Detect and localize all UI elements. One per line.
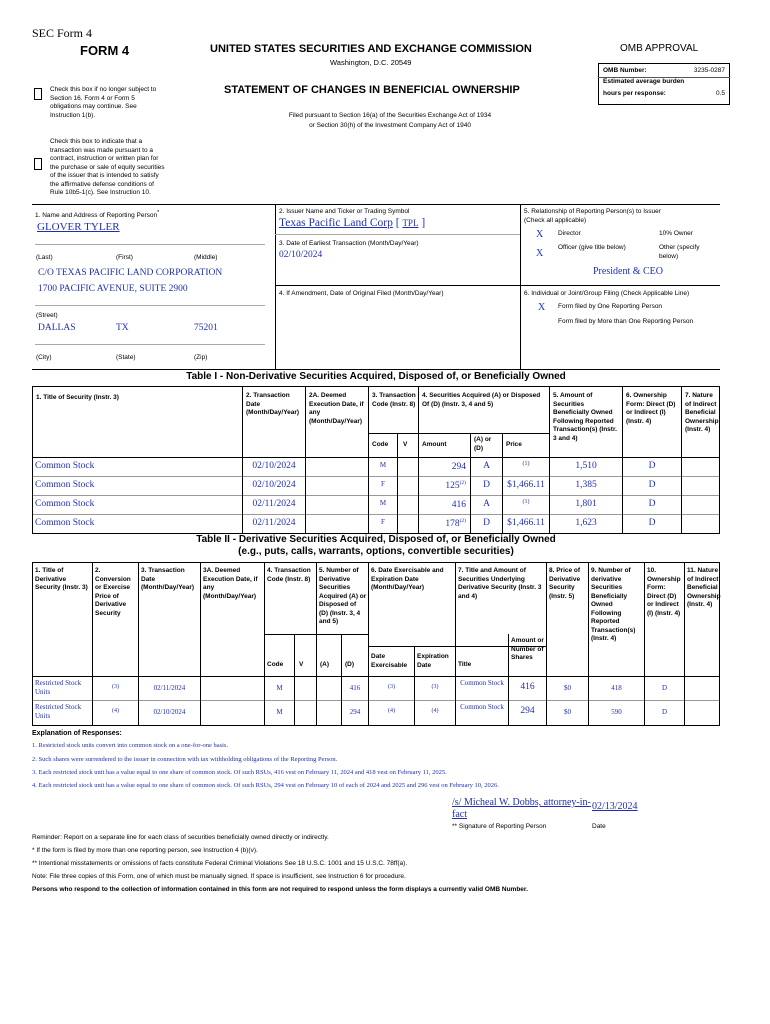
t1-row-title: Common Stock [35, 518, 95, 528]
t2-amount-shares: Amount or Number of Shares [511, 637, 544, 661]
t1-row-code: F [381, 518, 385, 526]
t1-h2: 2. Transaction Date (Month/Day/Year) [246, 392, 300, 416]
t2-h3: 3. Transaction Date (Month/Day/Year) [141, 567, 195, 591]
t1-row-price: $1,466.11 [507, 480, 545, 490]
signature-date-label: Date [592, 823, 606, 830]
filed-line-2: or Section 30(h) of the Investment Company Act of 1940 [309, 122, 471, 129]
t1-row-amount: 294 [451, 462, 466, 473]
t1-row-aord: D [483, 480, 490, 490]
t2-row-underlying-amount: 294 [520, 706, 535, 716]
t1-row-form: D [648, 499, 656, 509]
issuer-ticker: TPL [402, 218, 419, 228]
t1-v: V [403, 441, 408, 448]
t2-a: (A) [320, 661, 330, 668]
t2-h5: 5. Number of Derivative Securities Acquired (A) or Disposed of (D) (Instr. 3, 4 and 5) [319, 567, 367, 625]
middle-label: (Middle) [194, 254, 218, 261]
t1-row-amount: 125$^{(2)}$ [445, 480, 466, 492]
t2-h8: 8. Price of Derivative Security (Instr. 5) [549, 567, 581, 600]
t1-row-owned: 1,623 [575, 518, 597, 528]
section16-checkbox[interactable] [34, 88, 42, 100]
t2-code: Code [267, 661, 284, 668]
t2-h10: 10. Ownership Form: Direct (D) or Indirect (I) (Instr. 4) [647, 567, 681, 617]
t2-row-expiration: (3) [431, 684, 439, 690]
t2-row-underlying-amount: 416 [520, 682, 535, 692]
earliest-date: 02/10/2024 [279, 250, 323, 260]
t1-row-amount: 416 [451, 500, 466, 511]
t1-h1: 1. Title of Security (Instr. 3) [36, 394, 119, 401]
t2-row-underlying-title: Common Stock [460, 703, 504, 711]
earliest-date-label: 3. Date of Earliest Transaction (Month/Day/Year) [279, 240, 419, 247]
footer-reminder: Reminder: Report on a separate line for each class of securities beneficially owned directly or indirectly. [32, 834, 329, 841]
t2-row-owned: 418 [611, 684, 622, 692]
t1-h4: 4. Securities Acquired (A) or Disposed Of (D) (Instr. 3, 4 and 5) [422, 392, 541, 408]
t1-h3: 3. Transaction Code (Instr. 8) [372, 392, 416, 408]
more-person-label: Form filed by More than One Reporting Person [558, 318, 694, 325]
t2-row-owned: 590 [611, 708, 622, 716]
issuer-name: Texas Pacific Land Corp [279, 217, 393, 229]
reporting-person-name: GLOVER TYLER [37, 221, 120, 233]
t1-row-owned: 1,510 [575, 461, 597, 471]
officer-title: President & CEO [593, 266, 663, 277]
table2-title-1: Table II - Derivative Securities Acquired, Disposed of, or Beneficially Owned [196, 534, 556, 545]
zip-label: (Zip) [194, 354, 208, 361]
commission-title: UNITED STATES SECURITIES AND EXCHANGE COMMISSION [210, 43, 532, 55]
one-person-label: Form filed by One Reporting Person [558, 303, 663, 310]
t1-row-owned: 1,801 [575, 499, 597, 509]
t2-row-conv: (3) [112, 684, 119, 690]
city-label: (City) [36, 354, 52, 361]
director-label: Director [558, 230, 581, 237]
t2-h9: 9. Number of derivative Securities Beneficially Owned Following Reported Transaction(s) (Instr. 4) [591, 567, 636, 642]
explanation-note-1: 1. Restricted stock units convert into common stock on a one-for-one basis. [32, 742, 229, 749]
state-value: TX [116, 323, 129, 333]
t2-row-code: M [276, 708, 283, 716]
t1-row-title: Common Stock [35, 480, 95, 490]
t2-exp: Expiration Date [417, 653, 449, 669]
omb-number-value: 3235-0287 [693, 67, 725, 74]
last-label: (Last) [36, 254, 53, 261]
explanation-note-4: 4. Each restricted stock unit has a value equal to one share of common stock. Of such RSUs, 294 vest on February 10 of each of 2024 and 2025 and 296 vest on February 10, 2026. [32, 782, 499, 789]
t2-h1: 1. Title of Derivative Security (Instr. 3) [35, 567, 88, 591]
t1-row-date: 02/11/2024 [252, 518, 296, 528]
t1-row-aord: A [483, 499, 490, 509]
t2-row-d: 294 [349, 708, 361, 716]
t1-row-form: D [648, 461, 656, 471]
t2-row-underlying-title: Common Stock [460, 679, 504, 687]
table1-title: Table I - Non-Derivative Securities Acquired, Disposed of, or Beneficially Owned [186, 371, 566, 382]
zip-value: 75201 [194, 323, 218, 333]
director-x[interactable]: X [536, 229, 544, 240]
relationship-label: 5. Relationship of Reporting Person(s) to Issuer [524, 208, 661, 215]
street-label: (Street) [36, 312, 58, 319]
footer-misstatements: ** Intentional misstatements or omissions of facts constitute Federal Criminal Violations See 18 U.S.C. 1001 and 15 U.S.C. 78ff(a). [32, 860, 408, 867]
t1-row-form: D [648, 480, 656, 490]
one-person-x[interactable]: X [538, 302, 546, 313]
t2-row-exercisable: (3) [388, 684, 395, 690]
address-line-2: 1700 PACIFIC AVENUE, SUITE 2900 [38, 284, 188, 294]
officer-label: Officer (give title below) [558, 244, 626, 251]
t1-row-code: M [379, 461, 387, 469]
footer-multi-person: * If the form is filed by more than one reporting person, see Instruction 4 (b)(v). [32, 847, 258, 854]
t1-row-aord: A [483, 461, 490, 471]
t2-row-d: 416 [349, 684, 361, 692]
t2-row-title: Restricted Stock Units [35, 703, 82, 720]
rule10b5-checkbox[interactable] [34, 158, 42, 170]
explanation-note-3: 3. Each restricted stock unit has a value equal to one share of common stock. Of such RSUs, 416 vest on February 11, 2024 and 418 vest on February 11, 2025. [32, 769, 447, 776]
t2-row-expiration: (4) [431, 708, 439, 714]
t2-row-title: Restricted Stock Units [35, 679, 82, 696]
t2-d: (D) [345, 661, 355, 668]
filing-label: 6. Individual or Joint/Group Filing (Check Applicable Line) [524, 290, 690, 297]
signature-line-2: fact [452, 809, 467, 820]
amendment-label: 4. If Amendment, Date of Original Filed (Month/Day/Year) [279, 290, 444, 297]
address-line-1: C/O TEXAS PACIFIC LAND CORPORATION [38, 268, 223, 278]
t2-title: Title [458, 661, 472, 668]
t1-row-form: D [648, 518, 656, 528]
t1-row-date: 02/10/2024 [252, 480, 296, 490]
t1-price: Price [506, 441, 522, 448]
t2-h11: 11. Nature of Indirect Beneficial Ownership (Instr. 4) [687, 567, 721, 608]
t1-row-price: $1,466.11 [507, 518, 545, 528]
t2-row-conv: (4) [112, 708, 119, 714]
commission-location: Washington, D.C. 20549 [330, 58, 412, 67]
t2-h6: 6. Date Exercisable and Expiration Date (Month/Day/Year) [371, 567, 444, 591]
signature-date: 02/13/2024 [592, 801, 638, 812]
sec-form-label: SEC Form 4 [32, 26, 93, 40]
t1-row-date: 02/10/2024 [252, 461, 296, 471]
omb-burden-label: Estimated average burden [603, 78, 685, 85]
t2-row-form: D [661, 708, 668, 716]
signature-label: ** Signature of Reporting Person [452, 823, 547, 830]
relationship-label-2: (Check all applicable) [524, 217, 587, 224]
omb-title: OMB APPROVAL [620, 43, 699, 54]
t2-h2: 2. Conversion or Exercise Price of Derivative Security [95, 567, 131, 617]
t1-row-aord: D [483, 518, 490, 528]
t1-row-owned: 1,385 [575, 480, 597, 490]
t1-row-title: Common Stock [35, 461, 95, 471]
t2-row-code: M [276, 684, 283, 692]
owner-label: 10% Owner [659, 230, 693, 237]
t1-h7: 7. Nature of Indirect Beneficial Ownership (Instr. 4) [685, 392, 719, 433]
t2-row-price: $0 [564, 708, 571, 716]
explanation-title: Explanation of Responses: [32, 730, 122, 737]
footer-note: Note: File three copies of this Form, one of which must be manually signed. If space is insufficient, see Instruction 6 for procedure. [32, 873, 406, 880]
t1-row-date: 02/11/2024 [252, 499, 296, 509]
t2-v: V [299, 661, 304, 668]
t2-h4: 4. Transaction Code (Instr. 8) [267, 567, 311, 583]
omb-number-label: OMB Number: [603, 67, 647, 74]
officer-x[interactable]: X [536, 248, 544, 259]
t1-h2a: 2A. Deemed Execution Date, if any (Month/Day/Year) [309, 392, 364, 425]
t2-row-date: 02/10/2024 [153, 708, 186, 716]
t2-row-form: D [661, 684, 668, 692]
filed-line-1: Filed pursuant to Section 16(a) of the Securities Exchange Act of 1934 [288, 112, 492, 119]
statement-title: STATEMENT OF CHANGES IN BENEFICIAL OWNERSHIP [224, 84, 520, 96]
section16-text: Check this box if no longer subject to Section 16. Form 4 or Form 5 obligations may continue. See Instruction 1(b). [50, 86, 157, 119]
issuer-name-line: Texas Pacific Land Corp [ TPL ] [279, 217, 426, 229]
explanation-note-2: 2. Such shares were surrendered to the issuer in connection with tax withholding obligations of the Reporting Person. [32, 756, 338, 763]
t1-row-title: Common Stock [35, 499, 95, 509]
state-label: (State) [116, 354, 136, 361]
first-label: (First) [116, 254, 133, 261]
t1-h5: 5. Amount of Securities Beneficially Owned Following Reported Transaction(s) (Instr. 3 and 4) [553, 392, 617, 442]
issuer-label: 2. Issuer Name and Ticker or Trading Symbol [279, 208, 410, 215]
omb-hours-value: 0.5 [715, 90, 725, 97]
city-value: DALLAS [38, 323, 76, 333]
t1-row-price: (1) [522, 499, 530, 505]
t1-amount: Amount [422, 441, 447, 448]
t1-row-price: (1) [522, 461, 530, 467]
t1-row-amount: 178$^{(2)}$ [445, 518, 466, 530]
t1-h6: 6. Ownership Form: Direct (D) or Indirect (I) (Instr. 4) [626, 392, 676, 425]
rule10b5-text: Check this box to indicate that a transaction was made pursuant to a contract, instruction or written plan for the purchase or sale of equity securities of the issuer that is intended to satisfy the affirmative defense conditions of Rule 10b5-1(c). See Instruction 10. [50, 138, 165, 196]
reporting-person-label: 1. Name and Address of Reporting Person* [35, 210, 160, 220]
form-title: FORM 4 [80, 43, 130, 58]
t2-row-date: 02/11/2024 [153, 684, 186, 692]
t1-aord: (A) or (D) [474, 436, 492, 452]
t2-h3a: 3A. Deemed Execution Date, if any (Month/Day/Year) [203, 567, 258, 600]
t1-row-code: M [379, 499, 387, 507]
signature-line-1: /s/ Micheal W. Dobbs, attorney-in- [452, 797, 591, 808]
table2-title-2: (e.g., puts, calls, warrants, options, convertible securities) [238, 546, 514, 557]
footer-omb-notice: Persons who respond to the collection of information contained in this form are not required to respond unless the form displays a currently valid OMB Number. [32, 886, 528, 893]
omb-hours-label: hours per response: [603, 90, 666, 97]
t2-date-ex: Date Exercisable [371, 653, 408, 669]
omb-box [598, 63, 730, 105]
t2-row-exercisable: (4) [388, 708, 395, 714]
t2-h7: 7. Title and Amount of Securities Underlying Derivative Security (Instr. 3 and 4) [458, 567, 542, 600]
t1-row-code: F [381, 480, 385, 488]
t1-code: Code [372, 441, 389, 448]
other-label: Other (specify below) [659, 244, 700, 260]
t2-row-price: $0 [564, 684, 571, 692]
